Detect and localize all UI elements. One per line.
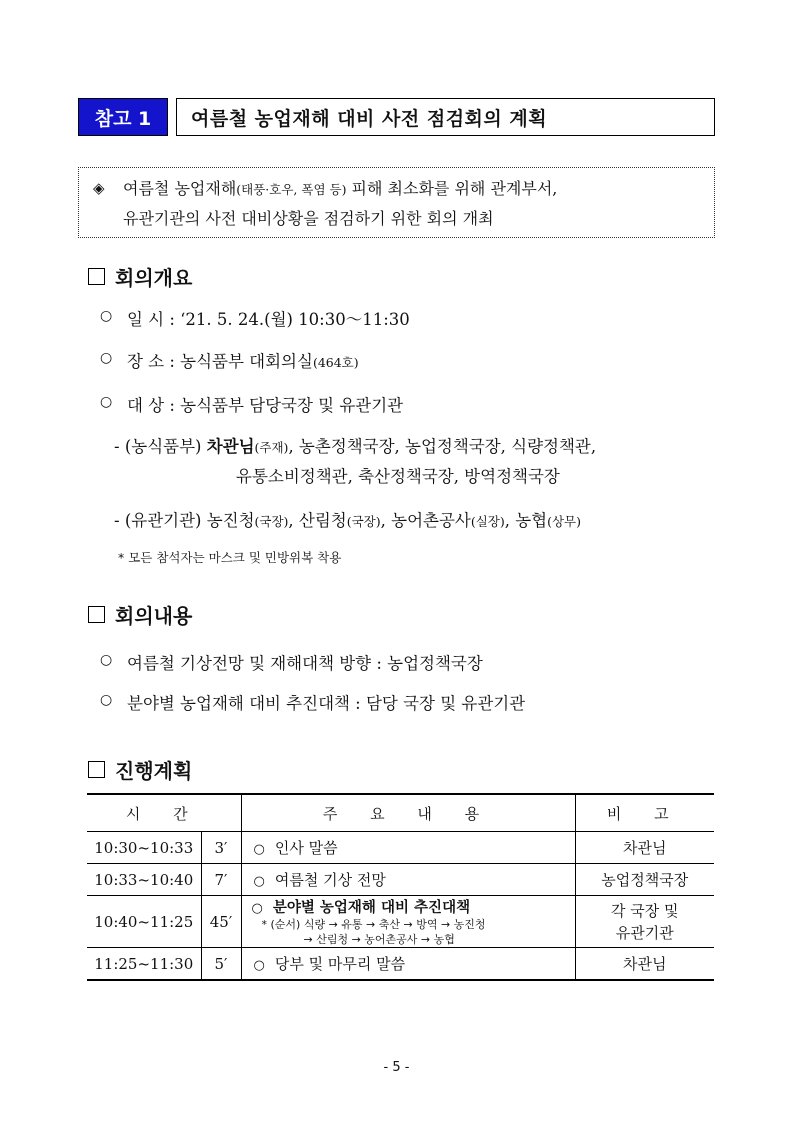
order-flow-line2: → 산림청 → 농어촌공사 → 농협	[303, 933, 455, 946]
row-time: 10:40~11:25	[87, 896, 201, 948]
row-note: 차관님	[575, 948, 714, 981]
overview-target: ○ 대 상 : 농식품부 담당국장 및 유관기관	[100, 394, 404, 415]
reference-badge: 참고 1	[78, 98, 168, 136]
attendees-mafra-line2: 유통소비정책관, 축산정책국장, 방역정책국장	[236, 467, 560, 486]
attendees-agencies: - (유관기관) 농진청(국장), 산림청(국장), 농어촌공사(실장), 농협(상무)	[114, 511, 582, 530]
attendees-mafra: - (농식품부) 차관님(주재), 농촌정책국장, 농업정책국장, 식량정책관,	[114, 437, 597, 456]
order-flow-line1: * (순서) 식량 → 유통 → 축산 → 방역 → 농진청	[261, 918, 486, 931]
circle-bullet-icon: ○	[253, 958, 265, 973]
row-duration: 45′	[201, 896, 241, 948]
page-number: - 5 -	[383, 1060, 410, 1075]
row-content: ○ 당부 및 마무리 말씀	[241, 948, 575, 981]
table-row	[87, 832, 714, 864]
row-content: ○ 인사 말씀	[241, 832, 575, 864]
circle-bullet-icon: ○	[100, 394, 113, 410]
circle-bullet-icon: ○	[253, 874, 265, 889]
section-overview-label: 회의개요	[115, 266, 193, 290]
summary-box	[78, 167, 715, 238]
circle-bullet-icon: ○	[100, 652, 113, 668]
section-progress	[88, 755, 192, 784]
table-row	[87, 864, 714, 896]
row-duration: 3′	[201, 832, 241, 864]
summary-line-2: 유관기관의 사전 대비상황을 점검하기 위한 회의 개최	[123, 209, 494, 228]
circle-bullet-icon: ○	[100, 692, 113, 708]
circle-bullet-icon: ○	[100, 308, 113, 324]
circle-bullet-icon: ○	[253, 842, 265, 857]
table-header-row	[87, 794, 714, 832]
section-content	[88, 600, 192, 629]
circle-bullet-icon: ○	[100, 350, 113, 366]
attendance-note: * 모든 참석자는 마스크 및 민방위복 착용	[118, 550, 342, 565]
row-time: 11:25~11:30	[87, 948, 201, 981]
header-content: 주 요 내 용	[241, 794, 575, 832]
agenda-item: ○ 분야별 농업재해 대비 추진대책 : 담당 국장 및 유관기관	[100, 692, 526, 713]
section-content-label: 회의내용	[115, 604, 193, 628]
table-row	[87, 948, 714, 981]
title-row	[78, 98, 548, 136]
section-overview	[88, 262, 192, 291]
schedule-table	[87, 793, 714, 981]
row-duration: 7′	[201, 864, 241, 896]
row-duration: 5′	[201, 948, 241, 981]
overview-date: ○ 일 시 : ‘21. 5. 24.(월) 10:30～11:30	[100, 308, 410, 329]
row-time: 10:30~10:33	[87, 832, 201, 864]
checkbox-square-icon	[88, 606, 105, 623]
circle-bullet-icon: ○	[251, 901, 263, 916]
diamond-icon: ◈	[93, 179, 105, 197]
table-row	[87, 896, 714, 948]
checkbox-square-icon	[88, 761, 105, 778]
checkbox-square-icon	[88, 268, 105, 285]
agenda-item: ○ 여름철 기상전망 및 재해대책 방향 : 농업정책국장	[100, 652, 483, 673]
overview-place: ○ 장 소 : 농식품부 대회의실(464호)	[100, 350, 359, 371]
row-note: 각 국장 및 유관기관	[575, 896, 714, 948]
row-note: 농업정책국장	[575, 864, 714, 896]
header-time: 시 간	[87, 794, 241, 832]
section-progress-label: 진행계획	[115, 759, 193, 783]
row-time: 10:33~10:40	[87, 864, 201, 896]
document-title: 여름철 농업재해 대비 사전 점검회의 계획	[176, 98, 715, 136]
row-note: 차관님	[575, 832, 714, 864]
row-content: ○ 여름철 기상 전망	[241, 864, 575, 896]
header-note: 비 고	[575, 794, 714, 832]
row-content: ○ 분야별 농업재해 대비 추진대책 * (순서) 식량 → 유통 → 축산 → 방역 → 농진청 → 산림청 → 농어촌공사 → 농협	[241, 896, 575, 948]
summary-line-1: 여름철 농업재해(태풍·호우, 폭염 등) 피해 최소화를 위해 관계부서,	[123, 179, 558, 198]
